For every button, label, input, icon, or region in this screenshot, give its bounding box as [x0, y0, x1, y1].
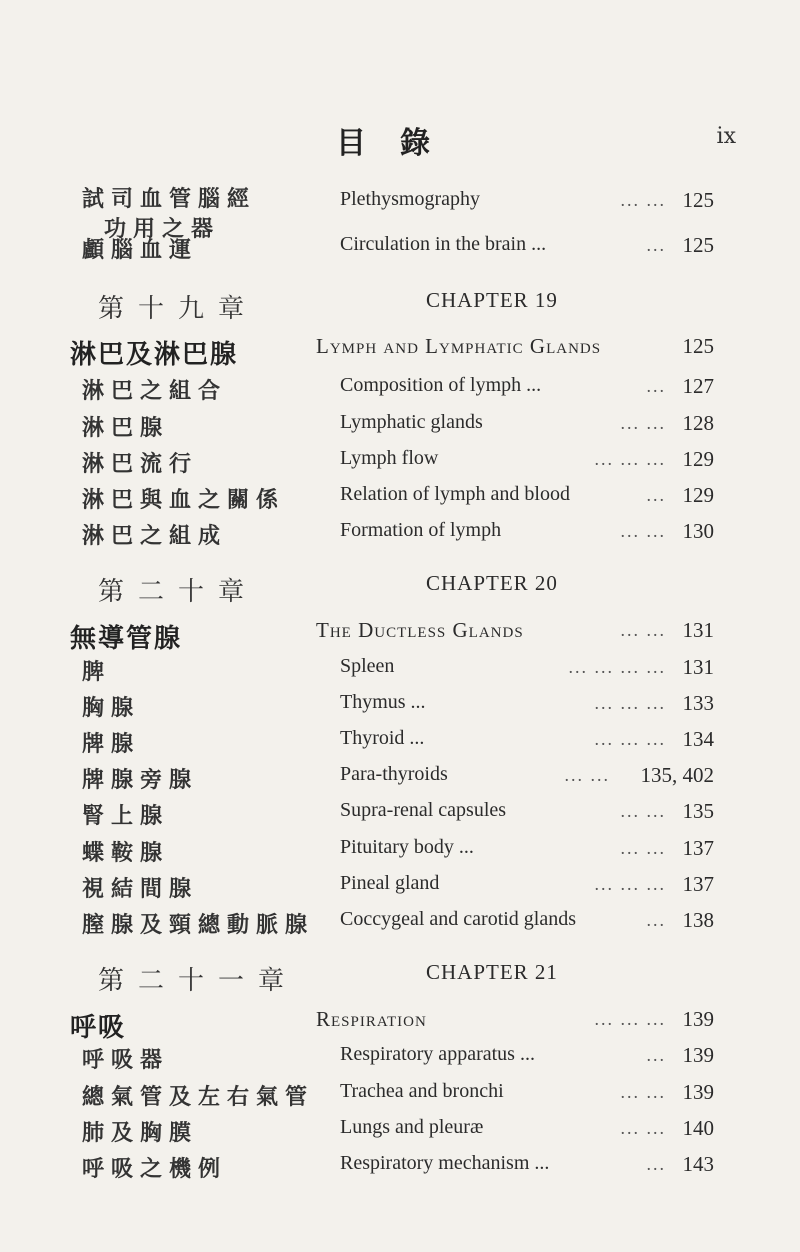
english-title: Composition of lymph ... — [340, 374, 542, 396]
english-title: Circulation in the brain ... — [340, 233, 547, 255]
page-reference: 128 — [682, 411, 714, 435]
english-title: Thymus ... — [340, 691, 426, 713]
leader-dots: ... ... — [620, 838, 666, 858]
leader-dots: ... ... ... — [594, 729, 666, 749]
chinese-chapter-label: 第十九章 — [98, 294, 259, 324]
english-title: Respiratory apparatus ... — [340, 1043, 535, 1065]
english-title: Para-thyroids — [340, 763, 448, 785]
chinese-title: 呼吸器 — [82, 1047, 170, 1073]
chinese-title: 腎上腺 — [82, 803, 170, 829]
chinese-title: 肺及胸膜 — [82, 1120, 199, 1146]
chinese-title: 膣腺及頸總動脈腺 — [82, 912, 315, 938]
english-title: Respiratory mechanism ... — [340, 1152, 550, 1174]
chinese-title: 蝶鞍腺 — [82, 840, 170, 866]
chinese-title: 無導管腺 — [70, 624, 183, 654]
leader-dots: ... — [646, 376, 666, 396]
chinese-title-line2: 功用之器 — [104, 216, 221, 242]
english-title: Lungs and pleuræ — [340, 1116, 484, 1138]
chinese-title: 淋巴腺 — [82, 415, 170, 441]
leader-dots: ... — [646, 1045, 666, 1065]
leader-dots: ... ... — [620, 190, 666, 210]
leader-dots: ... ... ... — [594, 449, 666, 469]
page-reference: 130 — [682, 519, 714, 543]
english-title: Supra-renal capsules — [340, 799, 507, 821]
english-title: Lymph flow — [340, 447, 439, 469]
english-title: Trachea and bronchi — [340, 1080, 504, 1102]
toc-entry-row — [0, 727, 800, 757]
chinese-title: 總氣管及左右氣管 — [82, 1084, 315, 1110]
english-title: Thyroid ... — [340, 727, 425, 749]
chinese-chapter-label: 第二十一章 — [98, 966, 299, 996]
chinese-title-line1: 試司血管腦經 — [82, 186, 257, 212]
page-reference: 133 — [682, 691, 714, 715]
english-chapter-label: CHAPTER 20 — [426, 571, 558, 595]
page-reference: 131 — [682, 655, 714, 679]
section-heading-row — [0, 618, 800, 654]
toc-entry-row — [0, 763, 800, 793]
leader-dots: ... ... — [620, 801, 666, 821]
toc-entry-row — [0, 1080, 800, 1110]
chinese-title: 淋巴之組合 — [82, 378, 228, 404]
page-reference: 125 — [682, 334, 714, 358]
toc-entry-row — [0, 872, 800, 902]
toc-entry-row — [0, 691, 800, 721]
leader-dots: ... ... — [620, 1082, 666, 1102]
english-title: Formation of lymph — [340, 519, 502, 541]
chinese-title: 淋巴之組成 — [82, 523, 228, 549]
leader-dots: ... ... ... — [594, 1009, 666, 1029]
chinese-title: 呼吸 — [70, 1013, 127, 1043]
page-reference: 125 — [682, 188, 714, 212]
leader-dots: ... ... ... — [594, 693, 666, 713]
toc-entry-row — [0, 233, 800, 263]
chinese-title: 淋巴與血之關係 — [82, 487, 286, 513]
english-title: The Ductless Glands — [316, 618, 524, 642]
english-title: Relation of lymph and blood — [340, 483, 570, 505]
page-reference: 129 — [682, 447, 714, 471]
toc-entry-row — [0, 447, 800, 477]
page-reference: 135 — [682, 799, 714, 823]
toc-entry-row — [0, 374, 800, 404]
toc-entry-row — [0, 1152, 800, 1182]
toc-entry-row — [0, 799, 800, 829]
chinese-chapter-label: 第二十章 — [98, 577, 259, 607]
page-reference: 129 — [682, 483, 714, 507]
english-title: Coccygeal and carotid glands — [340, 908, 577, 930]
chapter-heading-row — [0, 571, 800, 607]
english-title: Pituitary body ... — [340, 836, 474, 858]
page-reference: 138 — [682, 908, 714, 932]
page-reference: 140 — [682, 1116, 714, 1140]
toc-entry-row — [0, 411, 800, 441]
toc-entry-row — [0, 186, 800, 242]
toc-entry-row — [0, 1116, 800, 1146]
page-reference: 139 — [682, 1080, 714, 1104]
leader-dots: ... — [646, 235, 666, 255]
chinese-title: 呼吸之機例 — [82, 1156, 228, 1182]
chapter-heading-row — [0, 960, 800, 996]
page-reference: 127 — [682, 374, 714, 398]
english-title: Lymph and Lymphatic Glands — [316, 334, 602, 358]
chinese-title: 胸腺 — [82, 695, 141, 721]
page-reference: 137 — [682, 872, 714, 896]
toc-entry-row — [0, 519, 800, 549]
page-reference: 139 — [682, 1007, 714, 1031]
chinese-title: 牌腺旁腺 — [82, 767, 199, 793]
chinese-title: 淋巴流行 — [82, 451, 199, 477]
english-chapter-label: CHAPTER 21 — [426, 960, 558, 984]
leader-dots: ... ... — [620, 521, 666, 541]
leader-dots: ... ... — [620, 1118, 666, 1138]
leader-dots: ... — [646, 910, 666, 930]
english-chapter-label: CHAPTER 19 — [426, 288, 558, 312]
english-title: Plethysmography — [340, 188, 480, 210]
section-heading-row — [0, 1007, 800, 1043]
page-reference: 131 — [682, 618, 714, 642]
toc-entry-row — [0, 655, 800, 685]
toc-entry-row — [0, 908, 800, 938]
leader-dots: ... ... ... ... — [568, 657, 666, 677]
leader-dots: ... ... ... — [594, 874, 666, 894]
leader-dots: ... ... — [620, 413, 666, 433]
toc-entry-row — [0, 1043, 800, 1073]
page-reference: 143 — [682, 1152, 714, 1176]
page-reference: 135, 402 — [640, 763, 714, 787]
leader-dots: ... ... — [620, 620, 666, 640]
section-heading-row — [0, 334, 800, 370]
toc-entry-row — [0, 483, 800, 513]
chinese-title: 牌腺 — [82, 731, 141, 757]
page-reference: 134 — [682, 727, 714, 751]
leader-dots: ... — [646, 485, 666, 505]
english-title: Pineal gland — [340, 872, 440, 894]
english-title: Spleen — [340, 655, 395, 677]
leader-dots: ... ... — [564, 765, 610, 785]
chinese-title: 顱腦血運 — [82, 237, 199, 263]
chinese-title: 視結間腺 — [82, 876, 199, 902]
english-title: Lymphatic glands — [340, 411, 483, 433]
page-number: ix — [716, 124, 736, 149]
chinese-title: 淋巴及淋巴腺 — [70, 340, 239, 370]
page-reference: 125 — [682, 233, 714, 257]
leader-dots: ... — [646, 1154, 666, 1174]
toc-entry-row — [0, 836, 800, 866]
page-reference: 139 — [682, 1043, 714, 1067]
page-reference: 137 — [682, 836, 714, 860]
chapter-heading-row — [0, 288, 800, 324]
chinese-title: 脾 — [82, 659, 112, 685]
page-title: 目錄 — [336, 126, 464, 161]
english-title: Respiration — [316, 1007, 427, 1031]
